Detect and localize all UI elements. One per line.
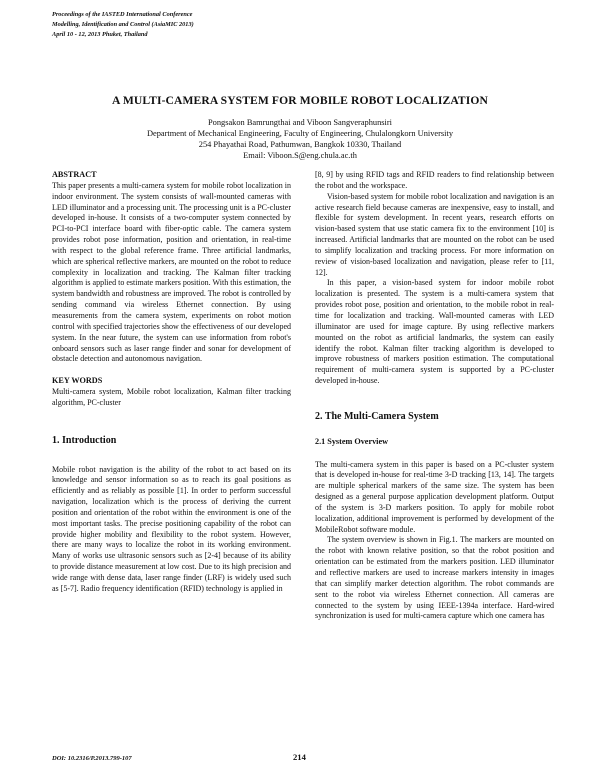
conference-header: [52, 10, 194, 40]
author-department: Department of Mechanical Engineering, Faculty of Engineering, Chulalongkorn University: [146, 129, 454, 138]
paper-title: A MULTI-CAMERA SYSTEM FOR MOBILE ROBOT LOCALIZATION: [112, 94, 488, 107]
introduction-heading: 1. Introduction: [52, 434, 117, 446]
introduction-paragraph: Mobile robot navigation is the ability of the robot to act based on its knowledge and sensor information so as to reach its goal positions as efficiently and as reliably as possible [1]. In order to perform successful navigation, localization which is the process of deriving the current position and orientation of the robot within the environment is one of the most important tasks. The precise positioning capability of the robot can provide higher mobility and flexibility to the robot system. However, there are many ways to localize the robot in its working environment. Many of works use ultrasonic sensors such as [2-4] because of its ability to provide distance measurement at low cost. Due to its high precision and wide range with dense data, laser range finder (LRF) is widely used such as [5-7]. Radio frequency identification (RFID) technology is applied in: [52, 464, 291, 593]
conference-subtitle: Modelling, Identification and Control (AsiaMIC 2013): [52, 21, 194, 28]
author-address: 254 Phayathai Road, Pathumwan, Bangkok 10330, Thailand: [198, 140, 402, 149]
page-number: 214: [293, 752, 306, 762]
keywords-heading: KEY WORDS: [52, 376, 103, 386]
subsection-2-1-heading: 2.1 System Overview: [315, 436, 388, 446]
abstract-heading: ABSTRACT: [52, 170, 97, 179]
overview-paragraph: The system overview is shown in Fig.1. The markers are mounted on the robot with known relative position, so that the robot position and orientation can be estimated from the markers position. LED illuminator and reflective markers are used to increase markers intensity in images that can simplify marker detection algorithm. The robot commands are sent to the robot via wireless Ethernet connection. All cameras are connected to the system by using IEEE-1394a interface. Hard-wired synchronization is used for multi-camera capture which one camera has: [315, 535, 554, 621]
keywords-text: Multi-camera system, Mobile robot localization, Kalman filter tracking algorithm, PC-cluster: [52, 387, 291, 407]
system-paragraph: The multi-camera system in this paper is based on a PC-cluster system that is developed in-house for real-time 3-D tracking [13, 14]. The targets are multiple spherical markers of the same size. The system has been designed as a general purpose application development platform. Output of the system is 3-D markers position. To apply for mobile robot localization, additional improvement is performed by development of the MobileRobot software module.: [315, 459, 554, 534]
conference-name: Proceedings of the IASTED International Conference: [52, 11, 193, 18]
paper-summary-paragraph: In this paper, a vision-based system for indoor mobile robot localization is presented. The system is a multi-camera system that provides robot pose, position and orientation, to the mobile robot in real-time for localization and tracking. Wall-mounted cameras with LED illuminator are used for image capture. By using reflective markers mounted on the robot as artificial landmarks, the system can easily identify the robot. Kalman filter tracking algorithm is developed to improve robustness of markers position estimation. The computational requirement of multi-camera system is supported by a PC-cluster developed in-house.: [315, 278, 554, 386]
author-names: Pongsakon Bamrungthai and Viboon Sangveraphunsiri: [207, 118, 393, 127]
continuation-paragraph: [8, 9] by using RFID tags and RFID readers to find relationship between the robot and the workspace.: [315, 170, 554, 190]
conference-date: April 10 - 12, 2013 Phuket, Thailand: [52, 31, 148, 38]
author-email: Email: Viboon.S@eng.chula.ac.th: [243, 151, 357, 160]
section-2-heading: 2. The Multi-Camera System: [315, 410, 439, 422]
right-column: [315, 170, 554, 622]
abstract-text: This paper presents a multi-camera system for mobile robot localization in indoor environment. The system consists of wall-mounted cameras with LED illuminator and a processing unit. The processing unit is a PC-cluster developed in-house. It consists of a two-computer system connected by PCI-to-PCI interface board with fiber-optic cable. The camera system provides robot pose information, position and orientation, in real-time with respect to the global reference frame. Three artificial landmarks, which are spherical reflective markers, are mounted on the robot to reduce complexity in localization and tracking. The Kalman filter tracking algorithm is applied to estimate markers position. With this estimation, the system bandwidth and robustness are improved. The robot is controlled by sending command via wireless Ethernet connection. By using measurements from the camera system, experiments on robot motion control with specified trajectories show the effectiveness of our developed system. In the near future, the system can use information from robot's onboard sensors such as laser range finder and sonar for development of obstacle detection and autonomous navigation.: [52, 180, 291, 364]
vision-paragraph: Vision-based system for mobile robot localization and navigation is an active research field because cameras are inexpensive, easy to install, and flexible for system development. In recent years, research efforts on vision-based system that use static camera fix to the environment [10] is increased. Artificial landmarks that are mounted on the robot can be used to simplify localization and tracking process. For more information on review of vision-based localization and navigation, please refer to [11, 12].: [315, 191, 554, 277]
doi-footer: DOI: 10.2316/P.2013.799-107: [52, 755, 132, 762]
author-block: [0, 117, 600, 161]
left-column: [52, 170, 291, 595]
